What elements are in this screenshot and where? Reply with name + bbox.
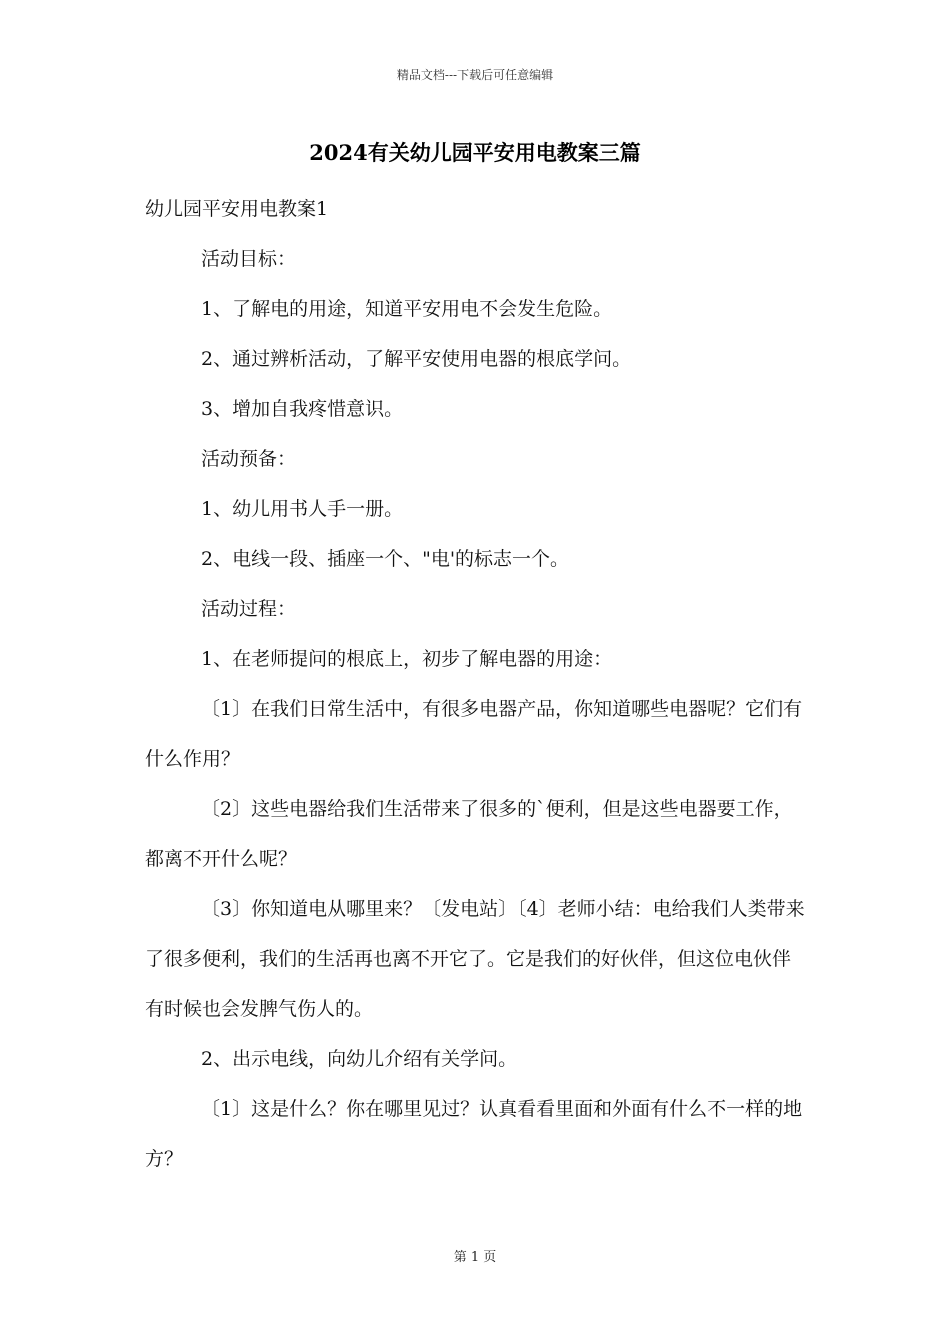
paragraph: 〔3〕你知道电从哪里来？〔发电站〕〔4〕老师小结：电给我们人类带来了很多便利，我们的生活再也离不开它了。它是我们的好伙伴，但这位电伙伴有时候也会发脾气伤人的。 <box>145 898 805 1020</box>
paragraph: 2、出示电线，向幼儿介绍有关学问。 <box>201 1048 518 1070</box>
paragraph: 2、电线一段、插座一个、"电'的标志一个。 <box>201 548 570 570</box>
paragraph: 〔2〕这些电器给我们生活带来了很多的`便利，但是这些电器要工作，都离不开什么呢？ <box>145 798 793 870</box>
paragraph: 活动预备： <box>201 448 297 470</box>
document-body <box>145 184 807 1184</box>
paragraph: 2、通过辨析活动，了解平安使用电器的根底学问。 <box>201 348 632 370</box>
page-header: 精品文档---下载后可任意编辑 <box>396 68 554 82</box>
page-number: 第 1 页 <box>453 1250 497 1265</box>
document-title: 2024有关幼儿园平安用电教案三篇 <box>309 140 641 165</box>
section-heading: 幼儿园平安用电教案1 <box>145 198 329 220</box>
paragraph: 活动目标： <box>201 248 297 270</box>
paragraph: 1、在老师提问的根底上，初步了解电器的用途： <box>201 648 613 670</box>
paragraph: 〔1〕这是什么？你在哪里见过？认真看看里面和外面有什么不一样的地方？ <box>145 1098 803 1170</box>
paragraph: 〔1〕在我们日常生活中，有很多电器产品，你知道哪些电器呢？它们有什么作用？ <box>145 698 803 770</box>
paragraph: 1、幼儿用书人手一册。 <box>201 498 404 520</box>
paragraph: 活动过程： <box>201 598 297 620</box>
paragraph: 1、了解电的用途，知道平安用电不会发生危险。 <box>201 298 613 320</box>
paragraph: 3、增加自我疼惜意识。 <box>201 398 404 420</box>
